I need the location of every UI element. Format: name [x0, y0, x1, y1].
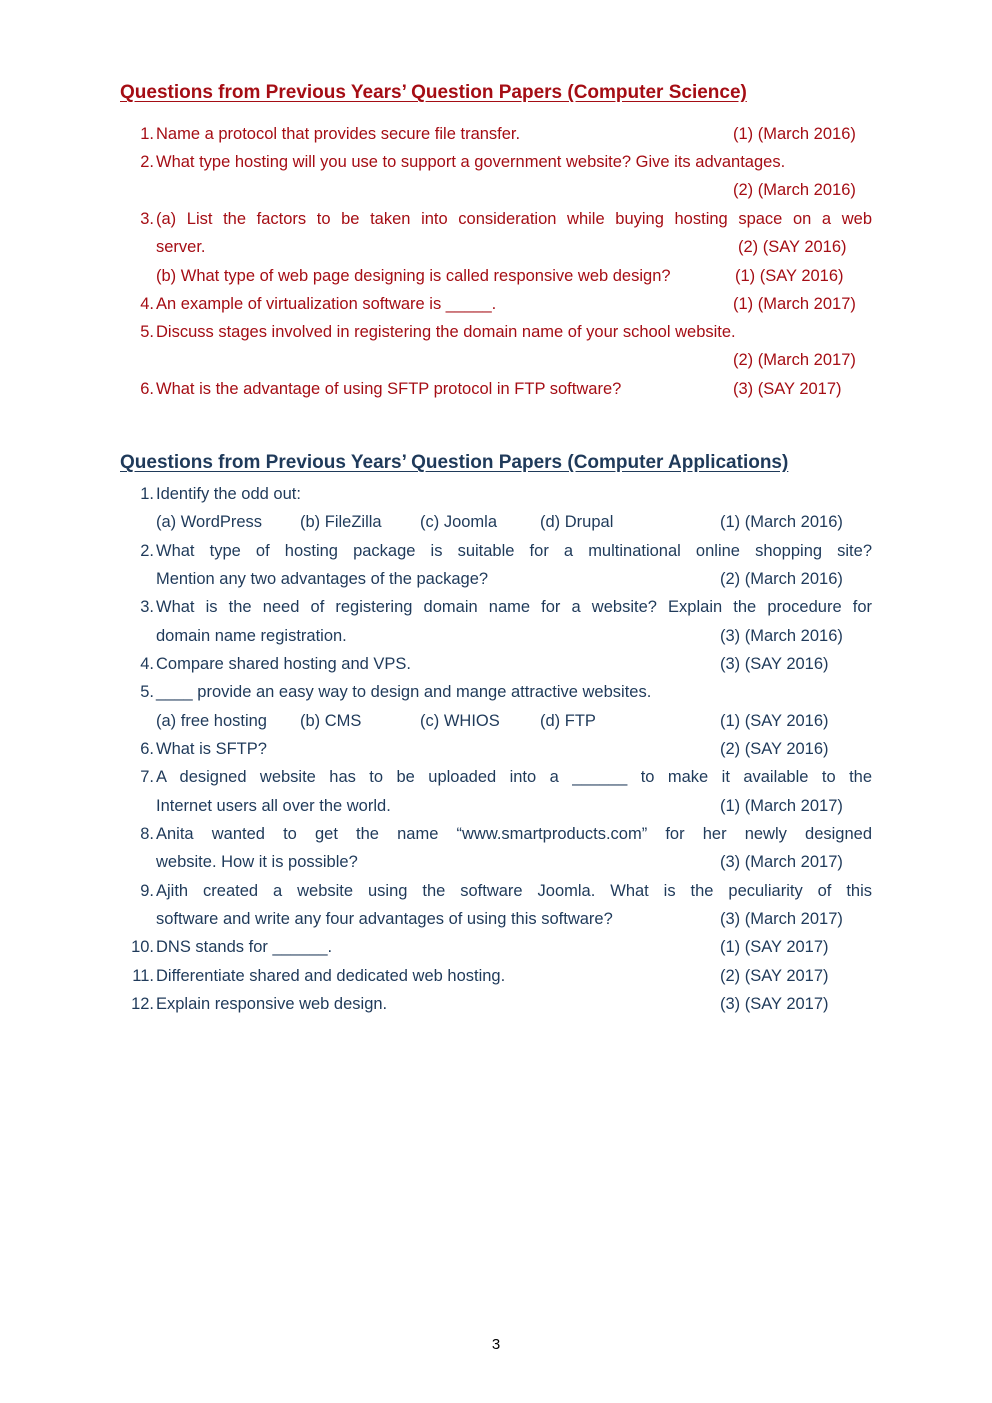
- question-marks: (1) (SAY 2016): [720, 712, 829, 730]
- option-a: (a) WordPress: [156, 513, 263, 531]
- ca-question-5: [0, 678, 992, 706]
- question-marks: (1) (March 2016): [720, 513, 843, 531]
- option-b: (b) FileZilla: [300, 513, 382, 531]
- question-number: 4.: [140, 295, 154, 313]
- question-number: 2.: [140, 542, 154, 560]
- ca-question-2: [0, 537, 992, 565]
- question-number: 7.: [140, 768, 154, 786]
- question-marks: (1) (SAY 2017): [720, 938, 829, 956]
- question-number: 6.: [140, 740, 154, 758]
- question-text: Internet users all over the world.: [156, 797, 391, 815]
- ca-question-12: [0, 990, 992, 1018]
- cs-question-5: [0, 318, 992, 346]
- cs-section-heading: Questions from Previous Years’ Question Papers (Computer Science): [120, 82, 747, 103]
- question-text: What type of hosting package is suitable for a multinational online shopping site?: [156, 542, 872, 560]
- question-marks: (2) (March 2017): [733, 351, 856, 369]
- question-marks: (1) (March 2016): [733, 125, 856, 143]
- ca-section-heading: Questions from Previous Years’ Question Papers (Computer Applications): [120, 452, 789, 473]
- question-number: 2.: [140, 153, 154, 171]
- question-marks: (3) (March 2017): [720, 910, 843, 928]
- cs-question-3a-continued: [0, 233, 992, 261]
- question-text: What is SFTP?: [156, 740, 267, 758]
- question-marks: (3) (SAY 2017): [720, 995, 829, 1013]
- question-marks: (2) (SAY 2017): [720, 967, 829, 985]
- question-marks: (2) (SAY 2016): [720, 740, 829, 758]
- ca-question-3: [0, 593, 992, 621]
- cs-question-5-marks-line: [0, 346, 992, 374]
- question-number: 6.: [140, 380, 154, 398]
- ca-question-7: [0, 763, 992, 791]
- option-d: (d) FTP: [540, 712, 596, 730]
- question-text: website. How it is possible?: [156, 853, 358, 871]
- cs-question-1: [0, 120, 992, 148]
- option-c: (c) Joomla: [420, 513, 498, 531]
- question-number: 4.: [140, 655, 154, 673]
- ca-question-7-continued: [0, 792, 992, 820]
- question-marks: (2) (March 2016): [720, 570, 843, 588]
- ca-question-9-continued: [0, 905, 992, 933]
- question-marks: (3) (SAY 2016): [720, 655, 829, 673]
- ca-question-9: [0, 877, 992, 905]
- question-number: 1.: [140, 485, 154, 503]
- question-number: 1.: [140, 125, 154, 143]
- question-text: (b) What type of web page designing is called responsive web design?: [156, 267, 671, 285]
- option-d: (d) Drupal: [540, 513, 614, 531]
- question-text: What is the advantage of using SFTP protocol in FTP software?: [156, 380, 622, 398]
- question-text: domain name registration.: [156, 627, 347, 645]
- ca-question-3-continued: [0, 622, 992, 650]
- question-marks: (1) (SAY 2016): [735, 267, 844, 285]
- question-text: Explain responsive web design.: [156, 995, 388, 1013]
- question-marks: (3) (March 2017): [720, 853, 843, 871]
- question-text: Mention any two advantages of the package?: [156, 570, 489, 588]
- question-text: A designed website has to be uploaded into a ______ to make it available to the: [156, 768, 872, 786]
- question-number: 5.: [140, 683, 154, 701]
- question-number: 12.: [131, 995, 154, 1013]
- question-number: 5.: [140, 323, 154, 341]
- option-a: (a) free hosting: [156, 712, 267, 730]
- question-text: Ajith created a website using the software Joomla. What is the peculiarity of this: [156, 882, 872, 900]
- question-text: DNS stands for ______.: [156, 938, 333, 956]
- question-number: 9.: [140, 882, 154, 900]
- question-text: What is the need of registering domain name for a website? Explain the procedure for: [156, 598, 872, 616]
- question-number: 3.: [140, 210, 154, 228]
- ca-question-6: [0, 735, 992, 763]
- ca-question-2-continued: [0, 565, 992, 593]
- question-text: Differentiate shared and dedicated web hosting.: [156, 967, 506, 985]
- question-marks: (3) (March 2016): [720, 627, 843, 645]
- question-text: ____ provide an easy way to design and mange attractive websites.: [156, 683, 652, 701]
- cs-question-6: [0, 375, 992, 403]
- question-text: What type hosting will you use to support a government website? Give its advantages.: [156, 153, 786, 171]
- ca-question-10: [0, 933, 992, 961]
- option-b: (b) CMS: [300, 712, 362, 730]
- ca-question-11: [0, 962, 992, 990]
- cs-question-2: [0, 148, 992, 176]
- question-number: 3.: [140, 598, 154, 616]
- question-text: Compare shared hosting and VPS.: [156, 655, 411, 673]
- question-number: 11.: [132, 967, 154, 985]
- question-number: 8.: [140, 825, 154, 843]
- page-number: 3: [491, 1336, 501, 1353]
- question-number: 10.: [131, 938, 154, 956]
- cs-question-3b: [0, 262, 992, 290]
- cs-question-2-marks-line: [0, 176, 992, 204]
- ca-question-1: [0, 480, 992, 508]
- question-text: Identify the odd out:: [156, 485, 301, 503]
- question-text: Anita wanted to get the name “www.smartproducts.com” for her newly designed: [156, 825, 872, 843]
- option-c: (c) WHIOS: [420, 712, 500, 730]
- question-text: (a) List the factors to be taken into consideration while buying hosting space on a web: [156, 210, 872, 228]
- question-text: An example of virtualization software is _____.: [156, 295, 497, 313]
- question-marks: (2) (March 2016): [733, 181, 856, 199]
- cs-question-3: [0, 205, 992, 233]
- question-text: server.: [156, 238, 206, 256]
- question-marks: (1) (March 2017): [733, 295, 856, 313]
- question-text: Name a protocol that provides secure file transfer.: [156, 125, 521, 143]
- question-text: Discuss stages involved in registering the domain name of your school website.: [156, 323, 736, 341]
- ca-question-1-options: [0, 508, 992, 536]
- ca-question-8-continued: [0, 848, 992, 876]
- ca-question-8: [0, 820, 992, 848]
- cs-question-4: [0, 290, 992, 318]
- ca-question-4: [0, 650, 992, 678]
- question-text: software and write any four advantages of using this software?: [156, 910, 613, 928]
- question-marks: (2) (SAY 2016): [738, 238, 847, 256]
- question-marks: (3) (SAY 2017): [733, 380, 842, 398]
- question-marks: (1) (March 2017): [720, 797, 843, 815]
- ca-question-5-options: [0, 707, 992, 735]
